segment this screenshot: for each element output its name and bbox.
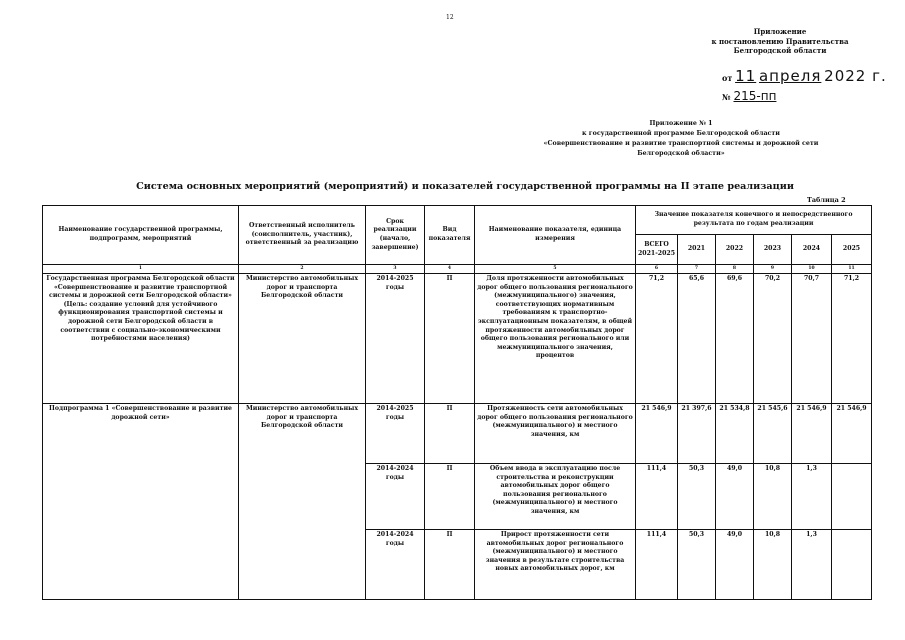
date-day: 11 bbox=[735, 67, 757, 85]
header-indicator: Наименование показателя, единица измерения bbox=[475, 206, 636, 265]
cell-total: 111,4 bbox=[636, 464, 678, 530]
cell-year: 50,3 bbox=[678, 530, 716, 600]
header-year: 2024 bbox=[792, 235, 832, 265]
header-total: ВСЕГО 2021-2025 bbox=[636, 235, 678, 265]
cell-year: 50,3 bbox=[678, 464, 716, 530]
column-index: 5 bbox=[475, 265, 636, 274]
header-type: Вид показателя bbox=[425, 206, 475, 265]
appendix-line: к государственной программе Белгородской области bbox=[582, 130, 780, 137]
column-index: 6 bbox=[636, 265, 678, 274]
cell-year: 21 546,9 bbox=[832, 404, 872, 464]
cell-year: 10,8 bbox=[754, 530, 792, 600]
column-index: 9 bbox=[754, 265, 792, 274]
cell-total: 21 546,9 bbox=[636, 404, 678, 464]
header-year: 2025 bbox=[832, 235, 872, 265]
cell-executor: Министерство автомобильных дорог и транспорта Белгородской области bbox=[239, 404, 366, 600]
cell-year bbox=[832, 464, 872, 530]
appendix-line: Белгородской области» bbox=[637, 150, 725, 157]
cell-total: 71,2 bbox=[636, 274, 678, 404]
column-index: 10 bbox=[792, 265, 832, 274]
number-prefix: № bbox=[722, 92, 731, 102]
cell-year: 1,3 bbox=[792, 464, 832, 530]
cell-year: 71,2 bbox=[832, 274, 872, 404]
approval-line: к постановлению Правительства bbox=[711, 36, 849, 46]
appendix-line: Приложение № 1 bbox=[649, 120, 713, 127]
date-year: 2022 г. bbox=[824, 67, 887, 85]
cell-indicator: Объем ввода в эксплуатацию после строительства и реконструкции автомобильных дорог общего пользования регионального (межмуниципального) и местного значения, км bbox=[475, 464, 636, 530]
column-index: 3 bbox=[366, 265, 425, 274]
measures-table bbox=[42, 205, 872, 600]
cell-term: 2014-2025 годы bbox=[366, 274, 425, 404]
header-values-group: Значение показателя конечного и непосредственного результата по годам реализации bbox=[636, 206, 872, 235]
cell-name: Подпрограмма 1 «Совершенствование и развитие дорожной сети» bbox=[43, 404, 239, 600]
cell-term: 2014-2024 годы bbox=[366, 530, 425, 600]
column-index: 7 bbox=[678, 265, 716, 274]
cell-type: П bbox=[425, 530, 475, 600]
appendix-block bbox=[500, 119, 862, 159]
cell-indicator: Прирост протяженности сети автомобильных дорог регионального (межмуниципального) и местного значения в результате строительства новых автомобильных дорог, км bbox=[475, 530, 636, 600]
column-index: 2 bbox=[239, 265, 366, 274]
cell-term: 2014-2025 годы bbox=[366, 404, 425, 464]
header-name: Наименование государственной программы, подпрограмм, мероприятий bbox=[43, 206, 239, 265]
approval-line: Приложение bbox=[753, 27, 807, 36]
table-row bbox=[43, 404, 872, 464]
header-year: 2023 bbox=[754, 235, 792, 265]
cell-year: 21 546,9 bbox=[792, 404, 832, 464]
approval-number bbox=[722, 89, 776, 103]
header-year: 2021 bbox=[678, 235, 716, 265]
cell-indicator: Протяженность сети автомобильных дорог общего пользования регионального (межмуниципального) и местного значения, км bbox=[475, 404, 636, 464]
column-index: 11 bbox=[832, 265, 872, 274]
cell-type: П bbox=[425, 464, 475, 530]
appendix-line: «Совершенствование и развитие транспортной системы и дорожной сети bbox=[543, 140, 819, 147]
cell-year: 70,2 bbox=[754, 274, 792, 404]
approval-date bbox=[722, 67, 887, 85]
cell-term: 2014-2024 годы bbox=[366, 464, 425, 530]
cell-year bbox=[832, 530, 872, 600]
table-row bbox=[43, 274, 872, 404]
cell-year: 21 397,6 bbox=[678, 404, 716, 464]
cell-year: 10,8 bbox=[754, 464, 792, 530]
cell-name: Государственная программа Белгородской области «Совершенствование и развитие транспортной системы и дорожной сети Белгородской области» (Цель: создание условий для устойчивого функционирования транспортной системы и дорожной сети Белгородской области в соответствии с социально-экономическими потребностями населения) bbox=[43, 274, 239, 404]
document-title: Система основных мероприятий (мероприятий) и показателей государственной программы на II этапе реализации bbox=[136, 181, 794, 192]
column-index-row bbox=[43, 265, 872, 274]
table-label: Таблица 2 bbox=[807, 196, 846, 204]
header-executor: Ответственный исполнитель (соисполнитель, участник), ответственный за реализацию bbox=[239, 206, 366, 265]
cell-year: 65,6 bbox=[678, 274, 716, 404]
cell-year: 69,6 bbox=[716, 274, 754, 404]
column-index: 8 bbox=[716, 265, 754, 274]
cell-indicator: Доля протяженности автомобильных дорог общего пользования регионального (межмуниципального) значения, соответствующих нормативным требованиям к транспортно-эксплуатационным показателям, в общей протяженности автомобильных дорог общего пользования регионального или межмуниципального значения, процентов bbox=[475, 274, 636, 404]
cell-year: 49,0 bbox=[716, 530, 754, 600]
cell-year: 49,0 bbox=[716, 464, 754, 530]
page-number: 12 bbox=[446, 14, 454, 21]
column-index: 1 bbox=[43, 265, 239, 274]
date-month: апреля bbox=[758, 67, 822, 85]
header-year: 2022 bbox=[716, 235, 754, 265]
cell-total: 111,4 bbox=[636, 530, 678, 600]
cell-year: 70,7 bbox=[792, 274, 832, 404]
cell-year: 21 545,6 bbox=[754, 404, 792, 464]
date-prefix: от bbox=[722, 73, 733, 83]
cell-type: П bbox=[425, 404, 475, 464]
header-term: Срок реализации (начало, завершение) bbox=[366, 206, 425, 265]
approval-block bbox=[700, 27, 860, 56]
approval-line: Белгородской области bbox=[733, 46, 827, 55]
column-index: 4 bbox=[425, 265, 475, 274]
cell-year: 21 534,8 bbox=[716, 404, 754, 464]
number-value: 215-пп bbox=[733, 89, 777, 103]
cell-type: П bbox=[425, 274, 475, 404]
cell-year: 1,3 bbox=[792, 530, 832, 600]
cell-executor: Министерство автомобильных дорог и транспорта Белгородской области bbox=[239, 274, 366, 404]
